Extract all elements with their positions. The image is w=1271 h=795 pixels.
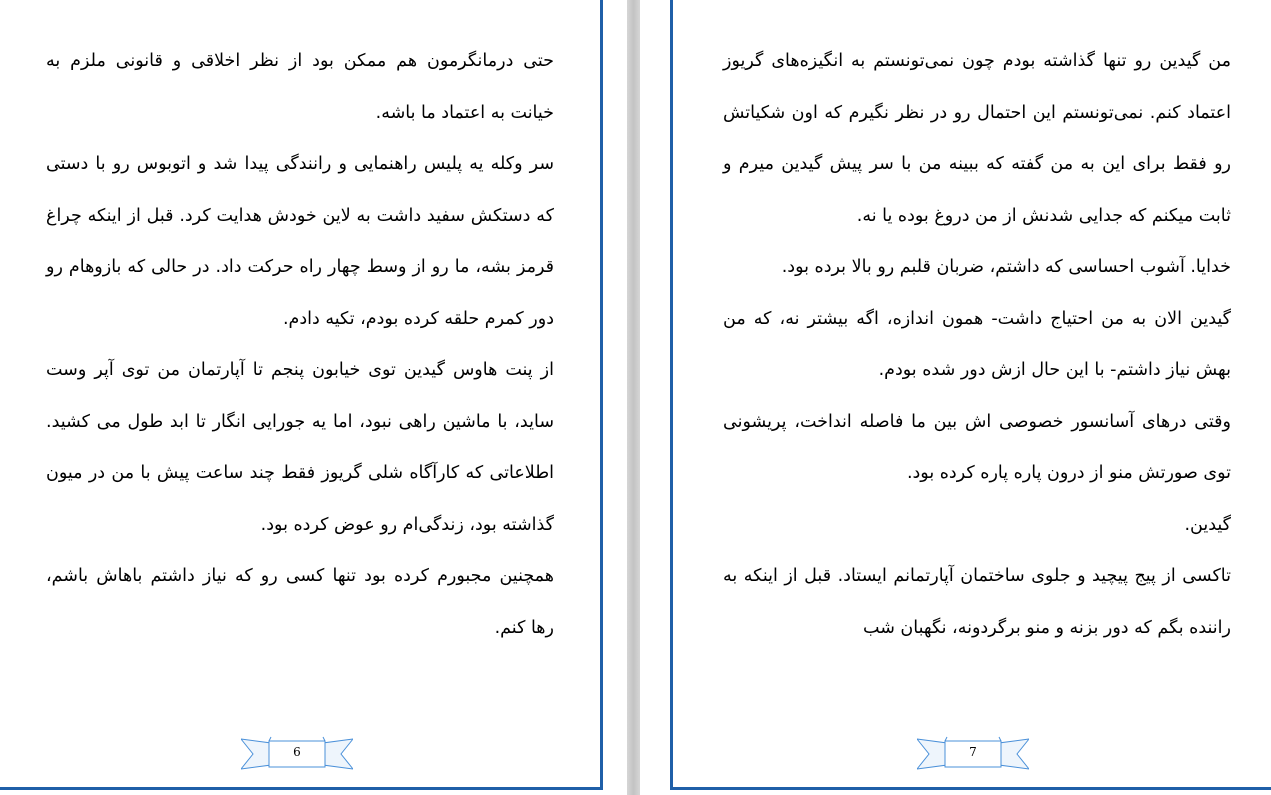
gutter-divider bbox=[627, 0, 640, 795]
page-number: 7 bbox=[969, 745, 977, 759]
paragraph: از پنت هاوس گیدین توی خیابون پنجم تا آپارتمان من توی آپر وست ساید، با ماشین راهی نبود، اما یه جورایی انگار تا ابد طول می کشید. اطلاعاتی که کارآگاه شلی گریوز فقط چند ساعت پیش با من در میون گذاشته بود، زندگی‌ام رو عوض کرده بود. bbox=[46, 360, 554, 535]
page-number: 6 bbox=[293, 745, 301, 759]
page-number-ribbon bbox=[917, 735, 1029, 773]
left-page-text bbox=[46, 36, 554, 654]
right-page-text bbox=[723, 36, 1231, 654]
paragraph: تاکسی از پیج پیچید و جلوی ساختمان آپارتمانم ایستاد. قبل از اینکه به راننده بگم که دور بزنه و منو برگردونه، نگهبان شب bbox=[723, 566, 1231, 638]
left-page bbox=[0, 0, 603, 790]
paragraph: وقتی درهای آسانسور خصوصی اش بین ما فاصله انداخت، پریشونی توی صورتش منو از درون پاره پاره کرده بود. bbox=[723, 411, 1231, 483]
paragraph: همچنین مجبورم کرده بود تنها کسی رو که نیاز داشتم باهاش باشم، رها کنم. bbox=[46, 566, 554, 638]
paragraph: گیدین الان به من احتیاج داشت- همون اندازه، اگه بیشتر نه، که من بهش نیاز داشتم- با این حال ازش دور شده بودم. bbox=[723, 308, 1231, 380]
paragraph: سر وکله یه پلیس راهنمایی و رانندگی پیدا شد و اتوبوس رو با دستی که دستکش سفید داشت به لاین خودش هدایت کرد. قبل از اینکه چراغ قرمز بشه، ما رو از وسط چهار راه حرکت داد. در حالی که بازوهام رو دور کمرم حلقه کرده بودم، تکیه دادم. bbox=[46, 154, 554, 329]
right-page bbox=[670, 0, 1271, 790]
paragraph: حتی درمانگرمون هم ممکن بود از نظر اخلاقی و قانونی ملزم به خیانت به اعتماد ما باشه. bbox=[46, 51, 554, 123]
paragraph: گیدین. bbox=[1184, 514, 1231, 535]
paragraph: خدایا. آشوب احساسی که داشتم، ضربان قلبم رو بالا برده بود. bbox=[781, 257, 1231, 277]
paragraph: من گیدین رو تنها گذاشته بودم چون نمی‌تونستم به انگیزه‌های گریوز اعتماد کنم. نمی‌تونستم این احتمال رو در نظر نگیرم که اون شکیاتش رو فقط برای این به من گفته که ببینه من با سر پیش گیدین میرم و ثابت میکنم که جدایی شدنش از من دروغ بوده یا نه. bbox=[723, 51, 1231, 226]
page-number-ribbon bbox=[241, 735, 353, 773]
